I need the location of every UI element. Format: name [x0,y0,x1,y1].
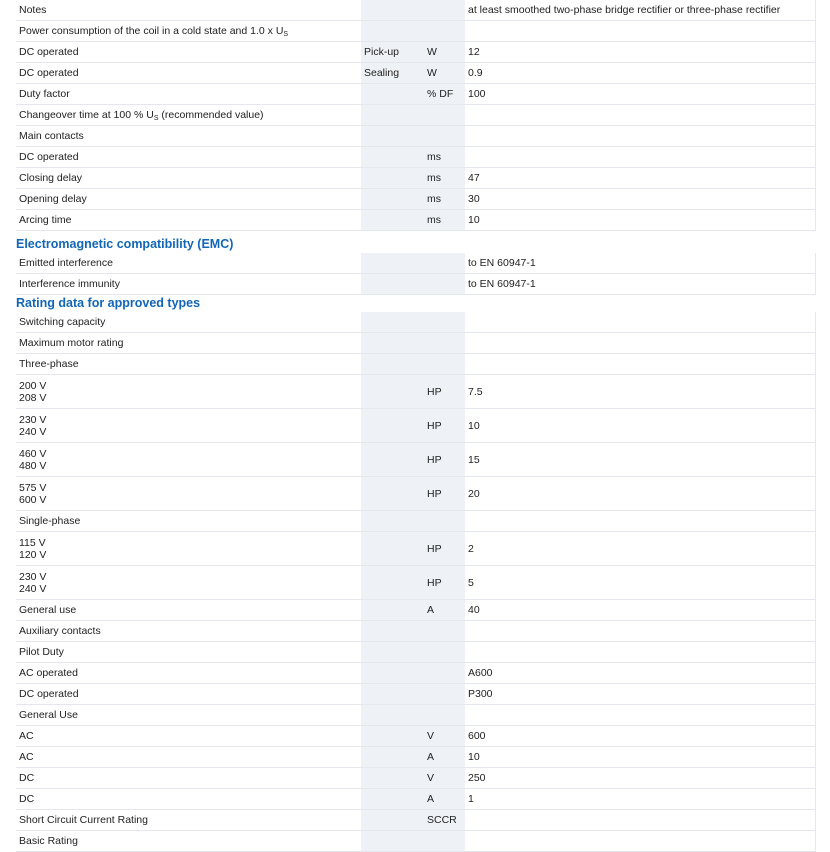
spec-description [16,210,361,231]
spec-description-text: Switching capacity [19,316,106,328]
spec-description-line: 460 V [19,447,47,460]
spec-unit: ms [424,189,465,210]
spec-description-text: AC [19,730,34,742]
spec-description-text: Opening delay [19,193,87,205]
spec-unit: A [424,747,465,768]
spec-description [16,274,361,295]
spec-description [16,477,361,511]
spec-table-rating [16,312,816,852]
spec-unit: HP [424,443,465,477]
spec-description [16,642,361,663]
spec-description [16,126,361,147]
section-heading-emc: Electromagnetic compatibility (EMC) [16,237,234,251]
spec-description-text: DC operated [19,67,79,79]
spec-description [16,63,361,84]
table-row [16,477,816,511]
table-row [16,253,816,274]
spec-value: 10 [465,210,816,231]
spec-description-line: 240 V [19,582,47,595]
spec-unit [424,354,465,375]
spec-value: to EN 60947-1 [465,253,816,274]
table-row [16,312,816,333]
table-row [16,789,816,810]
table-row [16,21,816,42]
spec-description-text: DC operated [19,46,79,58]
spec-description-text: Power consumption of the coil in a cold state and 1.0 x U [19,24,284,37]
spec-description-text: AC [19,751,34,763]
spec-description [16,789,361,810]
spec-description [16,684,361,705]
table-row [16,0,816,21]
spec-value: 10 [465,409,816,443]
spec-description [16,0,361,21]
table-row [16,621,816,642]
spec-description-text: Three-phase [19,358,79,370]
spec-qualifier [361,789,424,810]
spec-description-text: Notes [19,4,47,16]
spec-qualifier [361,168,424,189]
spec-qualifier [361,333,424,354]
table-row [16,409,816,443]
spec-description-text: General Use [19,709,78,721]
spec-unit [424,21,465,42]
spec-description [16,566,361,600]
spec-description-text: DC operated [19,151,79,163]
spec-value: 30 [465,189,816,210]
spec-value: 7.5 [465,375,816,409]
spec-unit: HP [424,566,465,600]
spec-qualifier: Sealing [361,63,424,84]
spec-description [16,747,361,768]
spec-value: 47 [465,168,816,189]
spec-unit [424,274,465,295]
spec-unit: HP [424,409,465,443]
spec-description [16,333,361,354]
spec-unit [424,705,465,726]
spec-qualifier [361,105,424,126]
table-row [16,768,816,789]
spec-description-line: 575 V [19,481,47,494]
spec-value [465,621,816,642]
spec-description [16,600,361,621]
spec-value: 20 [465,477,816,511]
spec-value: 1 [465,789,816,810]
spec-description-line: 230 V [19,570,47,583]
table-row [16,333,816,354]
table-row [16,274,816,295]
spec-unit [424,831,465,852]
spec-value: 40 [465,600,816,621]
spec-qualifier [361,684,424,705]
spec-qualifier [361,726,424,747]
spec-description [16,189,361,210]
spec-description [16,726,361,747]
spec-qualifier [361,147,424,168]
table-row [16,375,816,409]
table-row [16,84,816,105]
spec-unit: A [424,600,465,621]
spec-unit: W [424,42,465,63]
spec-qualifier [361,747,424,768]
spec-description-text: Arcing time [19,214,72,226]
spec-description-text: Auxiliary contacts [19,625,101,637]
spec-value: 0.9 [465,63,816,84]
spec-unit [424,684,465,705]
spec-value: at least smoothed two-phase bridge rectifier or three-phase rectifier [465,0,816,21]
spec-description [16,253,361,274]
spec-qualifier [361,375,424,409]
spec-value: 2 [465,532,816,566]
spec-description-text: Pilot Duty [19,646,64,658]
spec-unit: A [424,789,465,810]
spec-value [465,333,816,354]
spec-description-text: Short Circuit Current Rating [19,814,148,826]
spec-value [465,705,816,726]
spec-unit: HP [424,477,465,511]
table-row [16,726,816,747]
spec-description [16,84,361,105]
spec-description-line: 115 V [19,536,46,549]
table-row [16,42,816,63]
spec-description [16,663,361,684]
spec-description-text: Closing delay [19,172,83,184]
table-row [16,105,816,126]
spec-description [16,810,361,831]
spec-sheet [16,0,816,852]
spec-qualifier [361,354,424,375]
spec-value [465,312,816,333]
spec-value: 250 [465,768,816,789]
spec-qualifier [361,21,424,42]
table-row [16,126,816,147]
spec-unit [424,642,465,663]
spec-description-text: DC [19,793,35,805]
table-row [16,147,816,168]
table-row [16,831,816,852]
spec-qualifier [361,274,424,295]
spec-value: 600 [465,726,816,747]
spec-qualifier [361,443,424,477]
spec-qualifier [361,312,424,333]
spec-description-line: 600 V [19,493,47,506]
spec-unit [424,0,465,21]
spec-description-line: 240 V [19,425,47,438]
spec-value [465,21,816,42]
table-row [16,566,816,600]
spec-description [16,105,361,126]
spec-unit: W [424,63,465,84]
spec-unit: V [424,726,465,747]
spec-description [16,768,361,789]
spec-unit [424,126,465,147]
spec-description-subscript: S [153,114,159,122]
spec-value [465,810,816,831]
spec-qualifier [361,705,424,726]
spec-unit [424,511,465,532]
table-row [16,354,816,375]
spec-description [16,375,361,409]
spec-value: 10 [465,747,816,768]
spec-description-text: Emitted interference [19,257,113,269]
spec-unit [424,663,465,684]
spec-description [16,312,361,333]
table-row [16,168,816,189]
spec-table-coil [16,0,816,231]
spec-value: A600 [465,663,816,684]
spec-value [465,642,816,663]
spec-description [16,621,361,642]
spec-value: P300 [465,684,816,705]
spec-unit: % DF [424,84,465,105]
table-row [16,532,816,566]
spec-qualifier: Pick-up [361,42,424,63]
table-row [16,663,816,684]
spec-description-text: Single-phase [19,515,81,527]
table-row [16,600,816,621]
spec-description-subscript: S [283,30,289,38]
spec-description [16,409,361,443]
spec-qualifier [361,477,424,511]
table-row [16,511,816,532]
spec-description [16,354,361,375]
spec-description [16,831,361,852]
spec-unit: SCCR [424,810,465,831]
spec-unit [424,312,465,333]
spec-qualifier [361,621,424,642]
spec-description [16,42,361,63]
spec-unit [424,105,465,126]
spec-unit: HP [424,375,465,409]
spec-value [465,126,816,147]
spec-qualifier [361,253,424,274]
table-row [16,63,816,84]
spec-description-text: AC operated [19,667,78,679]
spec-unit: ms [424,147,465,168]
spec-qualifier [361,189,424,210]
spec-description [16,147,361,168]
spec-description [16,511,361,532]
spec-unit: HP [424,532,465,566]
spec-qualifier [361,532,424,566]
section-heading-rating: Rating data for approved types [16,296,201,310]
spec-description-text: Maximum motor rating [19,337,124,349]
table-row [16,642,816,663]
spec-description-line: 200 V [19,379,47,392]
spec-qualifier [361,566,424,600]
spec-qualifier [361,210,424,231]
spec-qualifier [361,409,424,443]
table-row [16,705,816,726]
spec-description-line: 120 V [19,548,47,561]
spec-value: 5 [465,566,816,600]
spec-value [465,511,816,532]
spec-description-text: Basic Rating [19,835,78,847]
spec-description-text: Changeover time at 100 % U [19,108,154,121]
table-row [16,684,816,705]
table-row [16,810,816,831]
spec-description-line: 480 V [19,459,47,472]
table-row [16,443,816,477]
spec-description-text: DC operated [19,688,79,700]
spec-qualifier [361,84,424,105]
spec-description-text: Duty factor [19,88,70,100]
spec-value: 100 [465,84,816,105]
spec-unit [424,621,465,642]
spec-description [16,21,361,42]
spec-unit [424,253,465,274]
spec-qualifier [361,642,424,663]
spec-qualifier [361,810,424,831]
spec-value: 15 [465,443,816,477]
spec-description-text: DC [19,772,35,784]
spec-description-text: General use [19,604,77,616]
spec-description [16,705,361,726]
spec-qualifier [361,600,424,621]
spec-qualifier [361,768,424,789]
spec-qualifier [361,126,424,147]
spec-description-line: 208 V [19,391,47,404]
spec-qualifier [361,831,424,852]
spec-unit: ms [424,168,465,189]
spec-value: 12 [465,42,816,63]
spec-description-text: Main contacts [19,130,84,142]
spec-description [16,168,361,189]
spec-qualifier [361,663,424,684]
table-row [16,210,816,231]
spec-description [16,443,361,477]
spec-unit: V [424,768,465,789]
spec-unit: ms [424,210,465,231]
spec-description-suffix: (recommended value) [158,108,264,121]
spec-qualifier [361,511,424,532]
table-row [16,189,816,210]
spec-description-line: 230 V [19,413,47,426]
spec-value [465,831,816,852]
table-row [16,747,816,768]
spec-qualifier [361,0,424,21]
spec-description-text: Interference immunity [19,278,120,290]
spec-value [465,105,816,126]
spec-description [16,532,361,566]
spec-value [465,147,816,168]
spec-value [465,354,816,375]
spec-value: to EN 60947-1 [465,274,816,295]
spec-table-emc [16,253,816,295]
spec-unit [424,333,465,354]
